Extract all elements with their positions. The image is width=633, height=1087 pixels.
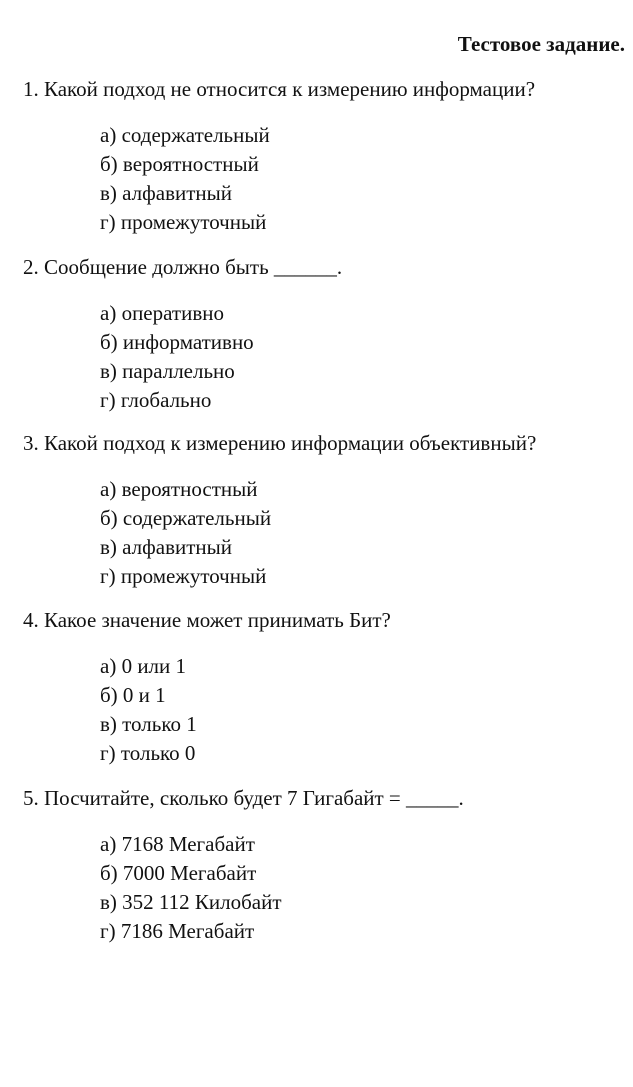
answer-option-b: б) 0 и 1 — [100, 683, 166, 707]
answer-option-b: б) вероятностный — [100, 152, 259, 176]
answer-option-b: б) 7000 Мегабайт — [100, 861, 257, 885]
answer-option-d: г) глобально — [100, 388, 212, 412]
answer-options — [100, 121, 270, 237]
answer-option-c: в) алфавитный — [100, 181, 232, 205]
answer-option-d: г) 7186 Мегабайт — [100, 919, 255, 943]
answer-option-a: а) 0 или 1 — [100, 654, 187, 678]
answer-options — [100, 299, 254, 415]
answer-option-c: в) только 1 — [100, 712, 197, 736]
answer-option-d: г) промежуточный — [100, 210, 267, 234]
question-text: 2. Сообщение должно быть ______. — [23, 255, 343, 279]
question-text: 5. Посчитайте, сколько будет 7 Гигабайт = _____. — [23, 786, 464, 810]
answer-option-a: а) вероятностный — [100, 477, 258, 501]
answer-option-a: а) оперативно — [100, 301, 224, 325]
question-text: 3. Какой подход к измерению информации объективный? — [23, 431, 537, 455]
answer-option-c: в) параллельно — [100, 359, 235, 383]
document-title: Тестовое задание. — [457, 32, 625, 56]
answer-option-d: г) только 0 — [100, 741, 196, 765]
answer-option-b: б) содержательный — [100, 506, 272, 530]
answer-option-a: а) 7168 Мегабайт — [100, 832, 255, 856]
answer-option-a: а) содержательный — [100, 123, 270, 147]
question-text: 4. Какое значение может принимать Бит? — [23, 608, 391, 632]
answer-option-d: г) промежуточный — [100, 564, 267, 588]
answer-options — [100, 475, 271, 591]
answer-options — [100, 652, 197, 768]
answer-option-b: б) информативно — [100, 330, 254, 354]
answer-options — [100, 830, 282, 946]
question-text: 1. Какой подход не относится к измерению информации? — [23, 77, 536, 101]
answer-option-c: в) 352 112 Килобайт — [100, 890, 282, 914]
answer-option-c: в) алфавитный — [100, 535, 232, 559]
